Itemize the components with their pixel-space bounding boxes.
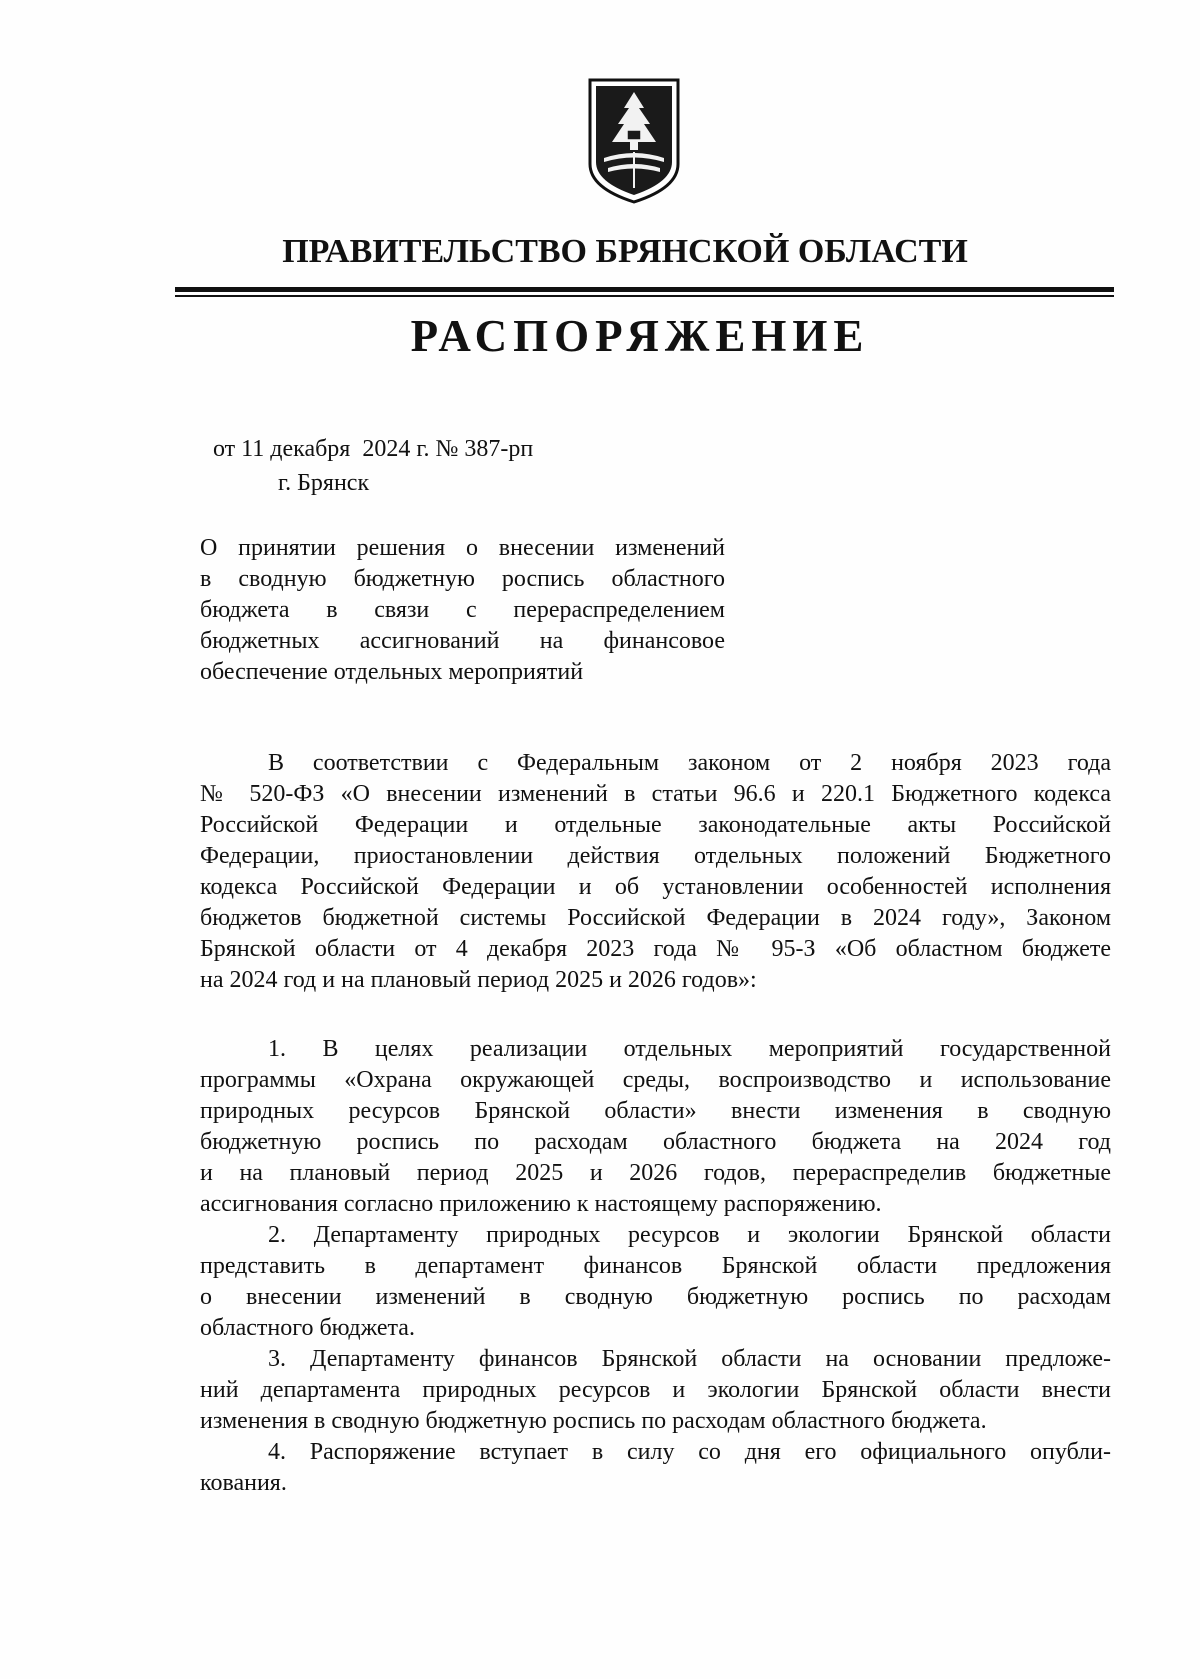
item-1-line: 1. В целях реализации отдельных мероприятий государственной xyxy=(268,1036,1111,1062)
item-2-line: представить в департамент финансов Брянской области предложения xyxy=(200,1253,1111,1279)
subject-line: бюджета в связи с перераспределением xyxy=(200,597,725,623)
item-1-line: ассигнования согласно приложению к настоящему распоряжению. xyxy=(200,1191,882,1217)
item-3-line: 3. Департаменту финансов Брянской области на основании предложе- xyxy=(268,1346,1111,1372)
preamble-paragraph xyxy=(200,748,1111,996)
document-city: г. Брянск xyxy=(278,470,370,496)
subject-line: О принятии решения о внесении изменений xyxy=(200,535,725,561)
body-line: бюджетов бюджетной системы Российской Федерации в 2024 году», Законом xyxy=(200,905,1111,931)
document-date-number: от 11 декабря 2024 г. № 387-рп xyxy=(213,436,534,462)
item-1-line: природных ресурсов Брянской области» внести изменения в сводную xyxy=(200,1098,1111,1124)
item-4-line: кования. xyxy=(200,1470,287,1496)
item-2-line: 2. Департаменту природных ресурсов и экологии Брянской области xyxy=(268,1222,1111,1248)
document-type: РАСПОРЯЖЕНИЕ xyxy=(410,311,870,361)
body-line: Федерации, приостановлении действия отдельных положений Бюджетного xyxy=(200,843,1111,869)
item-1-line: программы «Охрана окружающей среды, воспроизводство и использование xyxy=(200,1067,1111,1093)
header-rule-thick xyxy=(175,287,1114,292)
body-line: Брянской области от 4 декабря 2023 года № 95-З «Об областном бюджете xyxy=(200,936,1111,962)
subject-line: в сводную бюджетную роспись областного xyxy=(200,566,725,592)
header-rule-thin xyxy=(175,295,1114,297)
item-1-line: бюджетную роспись по расходам областного бюджета на 2024 год xyxy=(200,1129,1111,1155)
item-2-line: о внесении изменений в сводную бюджетную роспись по расходам xyxy=(200,1284,1111,1310)
item-3-line: ний департамента природных ресурсов и экологии Брянской области внести xyxy=(200,1377,1111,1403)
item-4-line: 4. Распоряжение вступает в силу со дня его официального опубли- xyxy=(268,1439,1111,1465)
body-line: № 520-ФЗ «О внесении изменений в статьи 96.6 и 220.1 Бюджетного кодекса xyxy=(200,781,1111,807)
bryansk-coat-of-arms-icon xyxy=(584,76,684,206)
item-2-line: областного бюджета. xyxy=(200,1315,415,1341)
item-3-line: изменения в сводную бюджетную роспись по расходам областного бюджета. xyxy=(200,1408,987,1434)
item-1-line: и на плановый период 2025 и 2026 годов, перераспределив бюджетные xyxy=(200,1160,1111,1186)
document-subject xyxy=(200,533,725,688)
body-line: Российской Федерации и отдельные законодательные акты Российской xyxy=(200,812,1111,838)
body-line: В соответствии с Федеральным законом от 2 ноября 2023 года xyxy=(268,750,1111,776)
subject-line: бюджетных ассигнований на финансовое xyxy=(200,628,725,654)
order-items xyxy=(200,1034,1111,1499)
body-line: кодекса Российской Федерации и об установлении особенностей исполнения xyxy=(200,874,1111,900)
subject-line: обеспечение отдельных мероприятий xyxy=(200,659,584,685)
body-line: на 2024 год и на плановый период 2025 и 2026 годов»: xyxy=(200,967,757,993)
org-title: ПРАВИТЕЛЬСТВО БРЯНСКОЙ ОБЛАСТИ xyxy=(282,233,968,270)
